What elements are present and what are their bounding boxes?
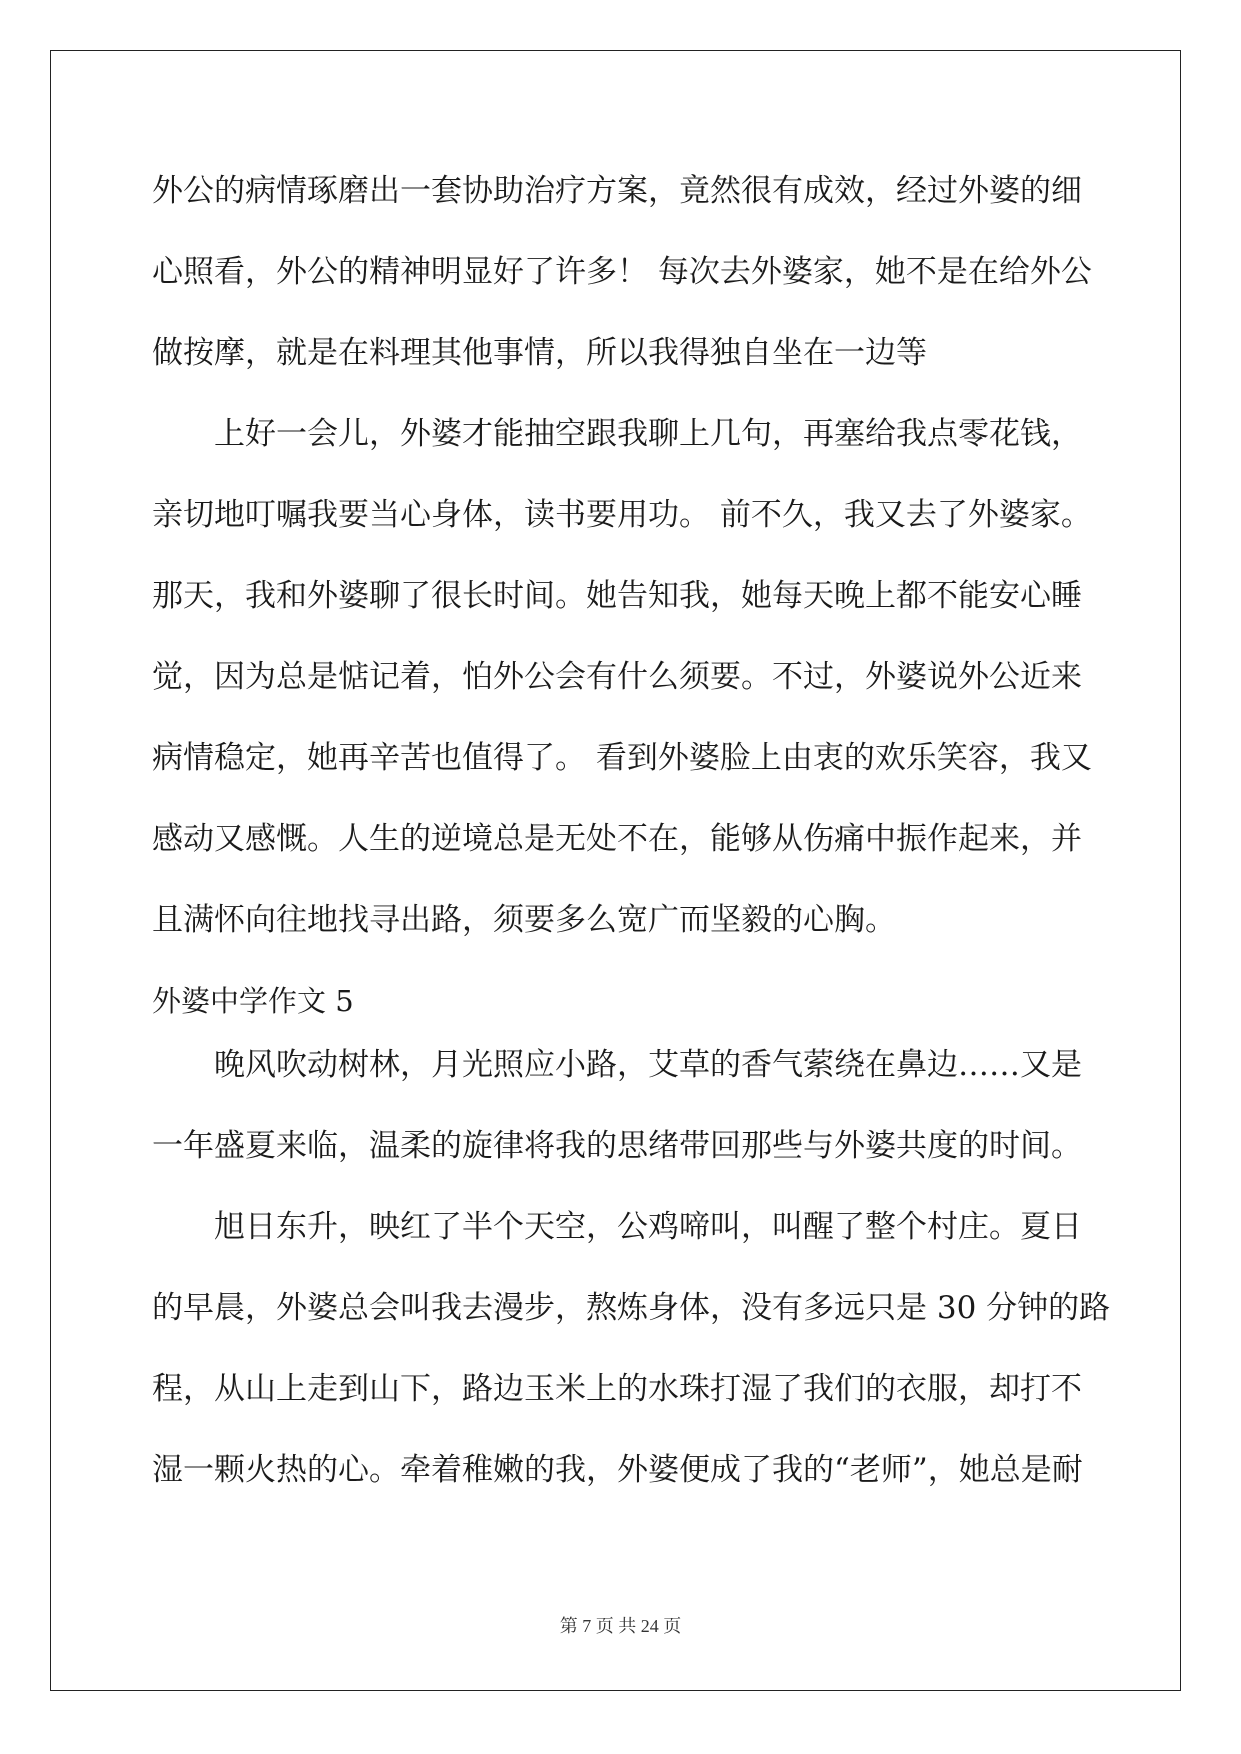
text-line: 心照看，外公的精神明显好了许多！ 每次去外婆家，她不是在给外公 [152, 254, 1092, 290]
text-line: 程，从山上走到山下，路边玉米上的水珠打湿了我们的衣服，却打不 [152, 1371, 1082, 1407]
text-line: 的早晨，外婆总会叫我去漫步，熬炼身体，没有多远只是 30 分钟的路 [152, 1290, 1111, 1326]
document-body [152, 163, 1111, 1523]
text-line: 一年盛夏来临，温柔的旋律将我的思绪带回那些与外婆共度的时间。 [152, 1128, 1082, 1164]
text-line: 且满怀向往地找寻出路，须要多么宽广而坚毅的心胸。 [152, 902, 896, 938]
section-title: 外婆中学作文 5 [152, 984, 354, 1018]
text-line: 湿一颗火热的心。牵着稚嫩的我，外婆便成了我的“老师”，她总是耐 [152, 1452, 1083, 1488]
text-line: 外公的病情琢磨出一套协助治疗方案，竟然很有成效，经过外婆的细 [152, 173, 1082, 209]
text-line: 感动又感慨。人生的逆境总是无处不在，能够从伤痛中振作起来，并 [152, 821, 1082, 857]
text-line: 病情稳定，她再辛苦也值得了。 看到外婆脸上由衷的欢乐笑容，我又 [152, 740, 1092, 776]
page-number: 第 7 页 共 24 页 [559, 1616, 682, 1636]
text-line: 晚风吹动树林，月光照应小路，艾草的香气萦绕在鼻边……又是 [214, 1047, 1082, 1083]
text-line: 亲切地叮嘱我要当心身体，读书要用功。 前不久，我又去了外婆家。 [152, 497, 1092, 533]
text-line: 旭日东升，映红了半个天空，公鸡啼叫，叫醒了整个村庄。夏日 [214, 1209, 1082, 1245]
text-line: 上好一会儿，外婆才能抽空跟我聊上几句，再塞给我点零花钱， [214, 416, 1082, 452]
text-line: 觉，因为总是惦记着，怕外公会有什么须要。不过，外婆说外公近来 [152, 659, 1082, 695]
text-line: 做按摩，就是在料理其他事情，所以我得独自坐在一边等 [152, 335, 927, 371]
text-line: 那天，我和外婆聊了很长时间。她告知我，她每天晚上都不能安心睡 [152, 578, 1082, 614]
